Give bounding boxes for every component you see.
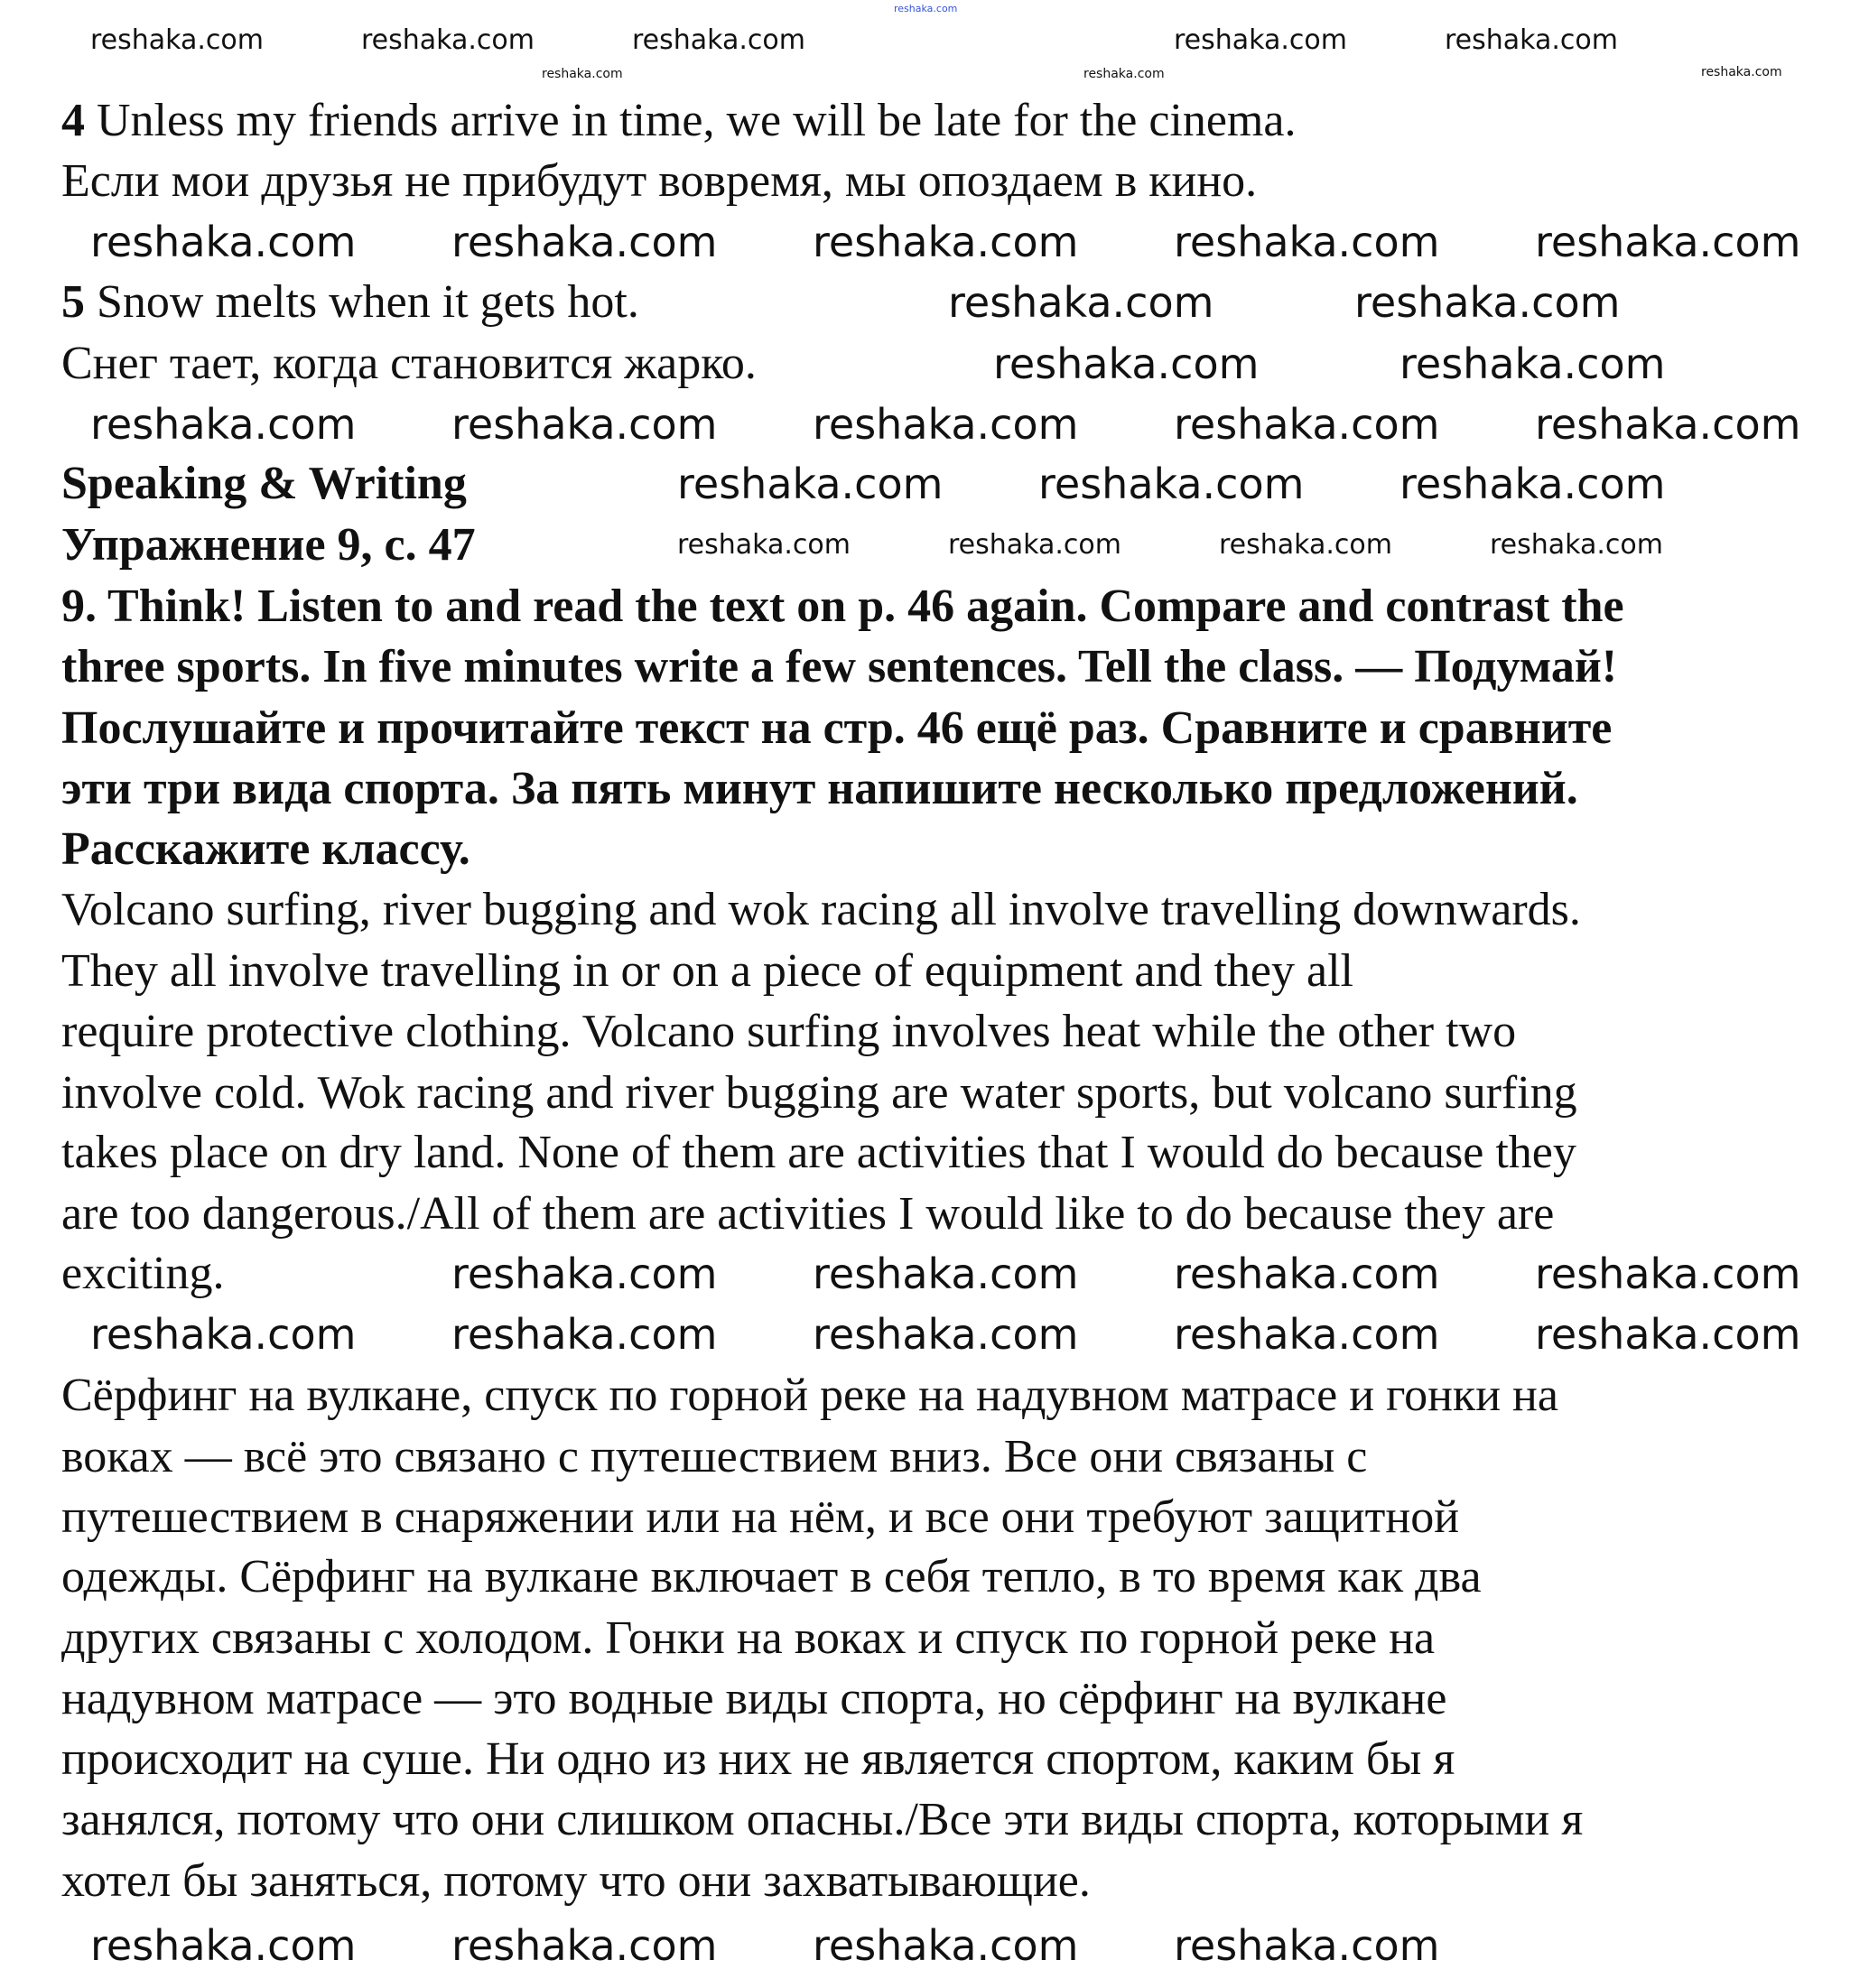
watermark: reshaka.com — [1174, 1249, 1440, 1298]
answer-line: занялся, потому что они слишком опасны./Все эти виды спорта, которыми я — [61, 1794, 1584, 1845]
task-line: эти три вида спорта. За пять минут напишите несколько предложений. — [61, 763, 1578, 814]
exercise-title: Упражнение 9, с. 47 — [61, 519, 476, 571]
item-5-russian: Снег тает, когда становится жарко. — [61, 338, 757, 389]
answer-line: require protective clothing. Volcano surfing involves heat while the other two — [61, 1006, 1517, 1057]
answer-line: других связаны с холодом. Гонки на воках и спуск по горной реке на — [61, 1612, 1436, 1664]
task-line: three sports. In five minutes write a few sentences. Tell the class. — Подумай! — [61, 641, 1618, 692]
watermark: reshaka.com — [90, 400, 357, 449]
watermark: reshaka.com — [1174, 1310, 1440, 1359]
watermark: reshaka.com — [813, 1249, 1079, 1298]
answer-line: takes place on dry land. None of them are activities that I would do because they — [61, 1127, 1576, 1178]
answer-line: одежды. Сёрфинг на вулкане включает в себя тепло, в то время как два — [61, 1551, 1482, 1602]
watermark: reshaka.com — [451, 1249, 718, 1298]
watermark: reshaka.com — [90, 24, 264, 56]
watermark: reshaka.com — [90, 218, 357, 266]
watermark: reshaka.com — [90, 1310, 357, 1359]
task-line: Расскажите классу. — [61, 823, 470, 875]
watermark: reshaka.com — [1399, 339, 1666, 388]
watermark: reshaka.com — [813, 1921, 1079, 1970]
watermark: reshaka.com — [813, 400, 1079, 449]
watermark: reshaka.com — [1219, 529, 1392, 561]
watermark: reshaka.com — [1354, 278, 1621, 327]
answer-line: Volcano surfing, river bugging and wok racing all involve travelling downwards. — [61, 884, 1581, 935]
answer-line: воках — всё это связано с путешествием вниз. Все они связаны с — [61, 1431, 1368, 1482]
watermark: reshaka.com — [993, 339, 1260, 388]
task-line: Послушайте и прочитайте текст на стр. 46 ещё раз. Сравните и сравните — [61, 702, 1613, 754]
watermark: reshaka.com — [894, 3, 958, 14]
watermark: reshaka.com — [1399, 460, 1666, 508]
watermark: reshaka.com — [632, 24, 805, 56]
watermark: reshaka.com — [677, 460, 944, 508]
watermark: reshaka.com — [1174, 1921, 1440, 1970]
answer-line: происходит на суше. Ни одно из них не является спортом, каким бы я — [61, 1733, 1455, 1785]
watermark: reshaka.com — [948, 529, 1121, 561]
answer-line: надувном матрасе — это водные виды спорта, но сёрфинг на вулкане — [61, 1673, 1447, 1724]
item-4-russian: Если мои друзья не прибудут вовремя, мы опоздаем в кино. — [61, 155, 1258, 207]
answer-line: They all involve travelling in or on a piece of equipment and they all — [61, 945, 1353, 997]
watermark: reshaka.com — [1535, 400, 1801, 449]
answer-line: Сёрфинг на вулкане, спуск по горной реке на надувном матрасе и гонки на — [61, 1370, 1558, 1421]
watermark: reshaka.com — [1038, 460, 1305, 508]
watermark: reshaka.com — [1174, 400, 1440, 449]
watermark: reshaka.com — [948, 278, 1214, 327]
watermark: reshaka.com — [813, 1310, 1079, 1359]
task-line: 9. Think! Listen to and read the text on p. 46 again. Compare and contrast the — [61, 581, 1624, 632]
item-number: 5 — [61, 276, 85, 328]
watermark: reshaka.com — [1174, 218, 1440, 266]
item-text: Unless my friends arrive in time, we will be late for the cinema. — [97, 95, 1297, 146]
watermark: reshaka.com — [90, 1921, 357, 1970]
answer-line: путешествием в снаряжении или на нём, и все они требуют защитной — [61, 1491, 1460, 1543]
watermark: reshaka.com — [677, 529, 851, 561]
watermark: reshaka.com — [1535, 1249, 1801, 1298]
answer-line: involve cold. Wok racing and river bugging are water sports, but volcano surfing — [61, 1067, 1577, 1119]
watermark: reshaka.com — [1083, 67, 1165, 81]
watermark: reshaka.com — [361, 24, 535, 56]
watermark: reshaka.com — [813, 218, 1079, 266]
watermark: reshaka.com — [1535, 218, 1801, 266]
watermark: reshaka.com — [451, 400, 718, 449]
watermark: reshaka.com — [1445, 24, 1618, 56]
watermark: reshaka.com — [1701, 65, 1782, 79]
watermark: reshaka.com — [451, 1921, 718, 1970]
watermark: reshaka.com — [542, 67, 623, 81]
item-5-english — [61, 274, 639, 331]
answer-line: exciting. — [61, 1248, 225, 1299]
watermark: reshaka.com — [1490, 529, 1663, 561]
watermark: reshaka.com — [451, 1310, 718, 1359]
watermark: reshaka.com — [1535, 1310, 1801, 1359]
watermark: reshaka.com — [1174, 24, 1347, 56]
answer-line: are too dangerous./All of them are activities I would like to do because they are — [61, 1188, 1555, 1240]
answer-line: хотел бы заняться, потому что они захватывающие. — [61, 1855, 1091, 1907]
item-text: Snow melts when it gets hot. — [97, 276, 639, 328]
item-number: 4 — [61, 95, 85, 146]
watermark: reshaka.com — [451, 218, 718, 266]
section-title: Speaking & Writing — [61, 458, 467, 509]
item-4-english — [61, 92, 1296, 150]
